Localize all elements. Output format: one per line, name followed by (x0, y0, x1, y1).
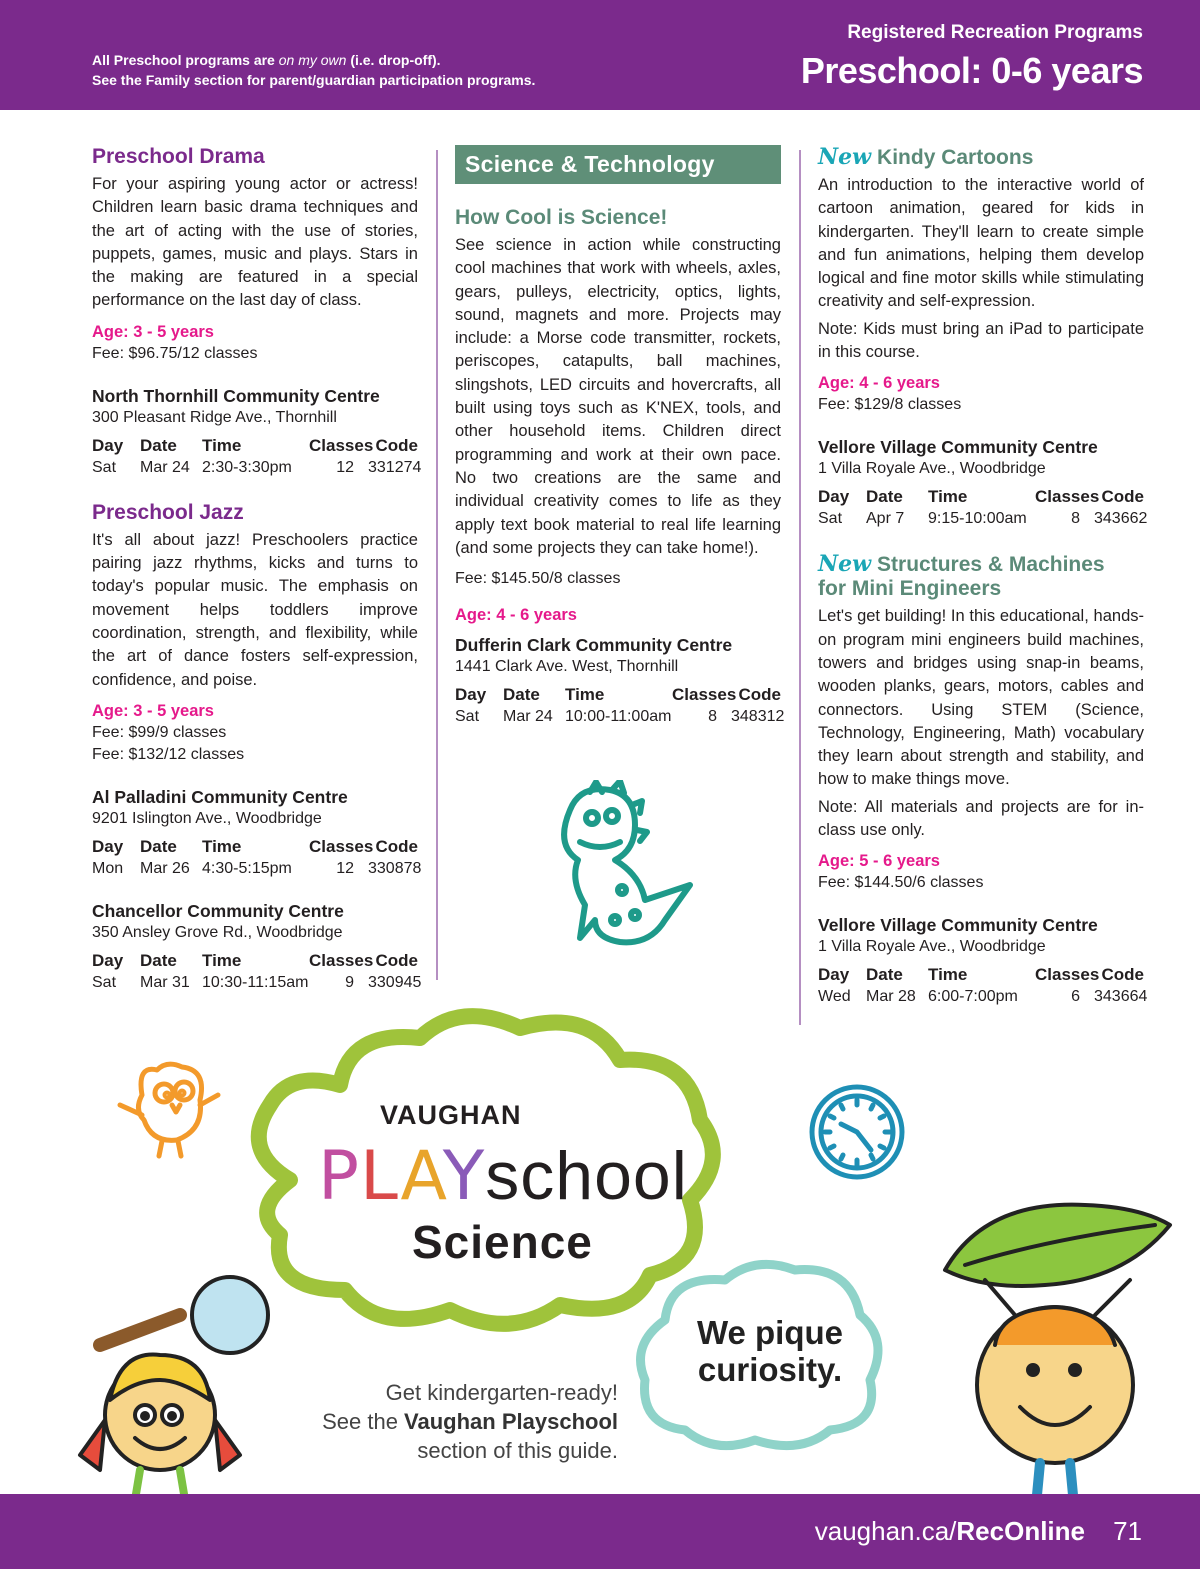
owl-illustration (112, 1055, 222, 1165)
cell-time: 6:00-7:00pm (928, 988, 1018, 1006)
venue-address: 1 Villa Royale Ave., Woodbridge (818, 460, 1046, 478)
dinosaur-illustration (540, 780, 710, 960)
col-header-day: Day (818, 965, 850, 985)
program-description: See science in action while constructing cool machines that work with wheels, axles, gears, pulleys, electricity, optics, lights, sound, magnets and more. Projects may include: a Morse code transmitter, rockets, periscopes, catapults, ball machines, slingshots, LED circuits and hovercrafts, all built using toys such as K'NEX, tools, and other household items. Children direct programming and work at their own pace. No two creations are the same and individual creativity comes to life as they apply text book material to real life learning (and some projects they can take home!). (455, 236, 781, 557)
col-header-code: Code (1101, 487, 1144, 507)
col-header-day: Day (92, 836, 124, 856)
program-structures-machines (818, 551, 1148, 1008)
program-how-cool-is-science (455, 206, 785, 728)
col-header-time: Time (202, 435, 242, 455)
program-title: How Cool is Science! (455, 206, 668, 229)
footer-bar (0, 1494, 1200, 1569)
program-title: Preschool Drama (92, 145, 265, 168)
page-title: Preschool: 0-6 years (800, 50, 1143, 91)
cell-time: 9:15-10:00am (928, 510, 1027, 528)
girl-magnifier-illustration (60, 1270, 310, 1500)
cell-time: 10:00-11:00am (565, 708, 672, 726)
col-header-day: Day (818, 487, 850, 507)
col-header-time: Time (565, 685, 605, 705)
column-divider (436, 150, 438, 980)
pique-tagline: We pique curiosity. (696, 1314, 844, 1388)
schedule-table (92, 950, 422, 994)
cell-code: 330945 (368, 973, 422, 991)
cell-classes: 8 (708, 708, 717, 726)
cell-day: Sat (92, 458, 117, 476)
venue-address: 9201 Islington Ave., Woodbridge (92, 809, 322, 827)
col-header-time: Time (202, 836, 242, 856)
col-header-date: Date (503, 685, 540, 705)
cell-code: 343664 (1094, 988, 1148, 1006)
playschool-logo-vaughan: VAUGHAN (380, 1100, 522, 1130)
cell-day: Sat (818, 510, 843, 528)
venue-name: Al Palladini Community Centre (92, 786, 348, 807)
cell-day: Sat (92, 973, 117, 991)
column-right (818, 144, 1148, 1008)
fee: Fee: $129/8 classes (818, 396, 962, 414)
cell-date: Mar 26 (140, 859, 190, 877)
venue-name: Vellore Village Community Centre (818, 915, 1098, 936)
cell-day: Mon (92, 859, 124, 877)
age-range: Age: 3 - 5 years (92, 322, 214, 341)
cell-code: 348312 (731, 708, 785, 726)
program-title: New Kindy Cartoons (818, 144, 1034, 170)
col-header-classes: Classes (1035, 487, 1100, 507)
age-range: Age: 4 - 6 years (455, 606, 577, 625)
program-description: For your aspiring young actor or actress! Children learn basic drama techniques and the art of acting with the use of stories, puppets, games, music and plays. Stars in the making are featured in a special performance on the last day of class. (92, 175, 418, 310)
cell-classes: 12 (336, 859, 354, 877)
column-middle (455, 145, 785, 728)
venue-address: 350 Ansley Grove Rd., Woodbridge (92, 923, 343, 941)
col-header-classes: Classes (672, 685, 737, 705)
col-header-classes: Classes (1035, 965, 1100, 985)
schedule-table (818, 486, 1148, 530)
cell-classes: 12 (336, 458, 354, 476)
col-header-date: Date (140, 836, 177, 856)
cell-date: Apr 7 (866, 510, 905, 528)
cell-time: 10:30-11:15am (202, 973, 309, 991)
col-header-day: Day (92, 435, 124, 455)
cell-date: Mar 24 (140, 458, 190, 476)
cell-code: 330878 (368, 859, 422, 877)
cell-classes: 9 (345, 973, 354, 991)
col-header-time: Time (202, 950, 242, 970)
col-header-date: Date (866, 965, 903, 985)
header-bar (0, 0, 1200, 110)
col-header-classes: Classes (309, 950, 374, 970)
cell-date: Mar 28 (866, 988, 916, 1006)
age-range: Age: 4 - 6 years (818, 374, 940, 393)
col-header-code: Code (375, 435, 418, 455)
cell-time: 2:30-3:30pm (202, 458, 292, 476)
section-label: Registered Recreation Programs (847, 22, 1143, 43)
venue-name: North Thornhill Community Centre (92, 385, 380, 406)
cell-code: 343662 (1094, 510, 1148, 528)
cell-day: Wed (818, 988, 851, 1006)
new-badge: New (818, 551, 872, 578)
section-banner: Science & Technology (455, 145, 781, 184)
venue-address: 300 Pleasant Ridge Ave., Thornhill (92, 408, 337, 426)
venue-address: 1441 Clark Ave. West, Thornhill (455, 658, 679, 676)
col-header-code: Code (375, 950, 418, 970)
column-divider (799, 150, 801, 1025)
col-header-day: Day (455, 685, 487, 705)
program-title: New Structures & Machines for Mini Engineers (818, 551, 1105, 601)
program-description: It's all about jazz! Preschoolers practice pairing jazz rhythms, kicks and turns to today's popular music. The emphasis on movement helps toddlers improve coordination, strength, and flexibility, while the art of dance fosters self-expression, confidence, and poise. (92, 530, 418, 689)
col-header-code: Code (738, 685, 781, 705)
playschool-logo-science: Science (412, 1216, 593, 1268)
cell-classes: 8 (1071, 510, 1080, 528)
header-note: All Preschool programs are on my own (i.e. drop-off). See the Family section for parent/guardian participation programs. (92, 52, 536, 88)
col-header-time: Time (928, 487, 968, 507)
fee: Fee: $99/9 classes (92, 723, 227, 741)
playschool-logo: PLAYschool (318, 1137, 688, 1216)
program-kindy-cartoons (818, 144, 1148, 530)
col-header-classes: Classes (309, 836, 374, 856)
col-header-date: Date (140, 950, 177, 970)
age-range: Age: 3 - 5 years (92, 701, 214, 720)
fee: Fee: $145.50/8 classes (455, 570, 621, 588)
column-left (92, 145, 422, 994)
venue-name: Dufferin Clark Community Centre (455, 635, 733, 656)
schedule-table (92, 836, 422, 880)
program-note: Note: All materials and projects are for in-class use only. (818, 797, 1144, 840)
col-header-classes: Classes (309, 435, 374, 455)
col-header-date: Date (140, 435, 177, 455)
fee: Fee: $132/12 classes (92, 745, 245, 763)
fee: Fee: $144.50/6 classes (818, 874, 984, 892)
program-description: An introduction to the interactive world of cartoon animation, geared for kids in kindergarten. They'll learn to create simple and fun animations, helping them develop logical and fine motor skills while stimulating creativity and self-expression. (818, 176, 1144, 311)
cell-classes: 6 (1071, 988, 1080, 1006)
program-preschool-drama (92, 145, 422, 479)
program-note: Note: Kids must bring an iPad to participate in this course. (818, 319, 1144, 362)
schedule-table (455, 684, 785, 728)
page-number: 71 (1113, 1516, 1142, 1546)
cell-time: 4:30-5:15pm (202, 859, 292, 877)
boy-leaf-illustration (925, 1185, 1175, 1495)
schedule-table (92, 435, 422, 479)
col-header-code: Code (375, 836, 418, 856)
col-header-code: Code (1101, 965, 1144, 985)
cell-date: Mar 31 (140, 973, 190, 991)
venue-name: Vellore Village Community Centre (818, 437, 1098, 458)
col-header-date: Date (866, 487, 903, 507)
program-description: Let's get building! In this educational, hands-on program mini engineers build machines, towers and bridges using snap-in beams, wooden planks, gears, motors, cables and connectors. Using STEM (Science, Technology, Engineering, Math) vocabulary they learn about strength and stability, and how to make things move. (818, 607, 1144, 789)
fee: Fee: $96.75/12 classes (92, 344, 258, 362)
venue-address: 1 Villa Royale Ave., Woodbridge (818, 938, 1046, 956)
clock-illustration (805, 1080, 910, 1185)
footer-url[interactable]: vaughan.ca/RecOnline (814, 1516, 1085, 1546)
col-header-time: Time (928, 965, 968, 985)
playschool-callout: Get kindergarten-ready! See the Vaughan Playschool section of this guide. (322, 1380, 618, 1463)
cell-day: Sat (455, 708, 480, 726)
program-title: Preschool Jazz (92, 500, 244, 524)
col-header-day: Day (92, 950, 124, 970)
cell-date: Mar 24 (503, 708, 553, 726)
age-range: Age: 5 - 6 years (818, 852, 940, 871)
new-badge: New (818, 144, 872, 170)
venue-name: Chancellor Community Centre (92, 900, 344, 921)
program-preschool-jazz (92, 500, 422, 994)
schedule-table (818, 964, 1148, 1008)
cell-code: 331274 (368, 458, 422, 476)
